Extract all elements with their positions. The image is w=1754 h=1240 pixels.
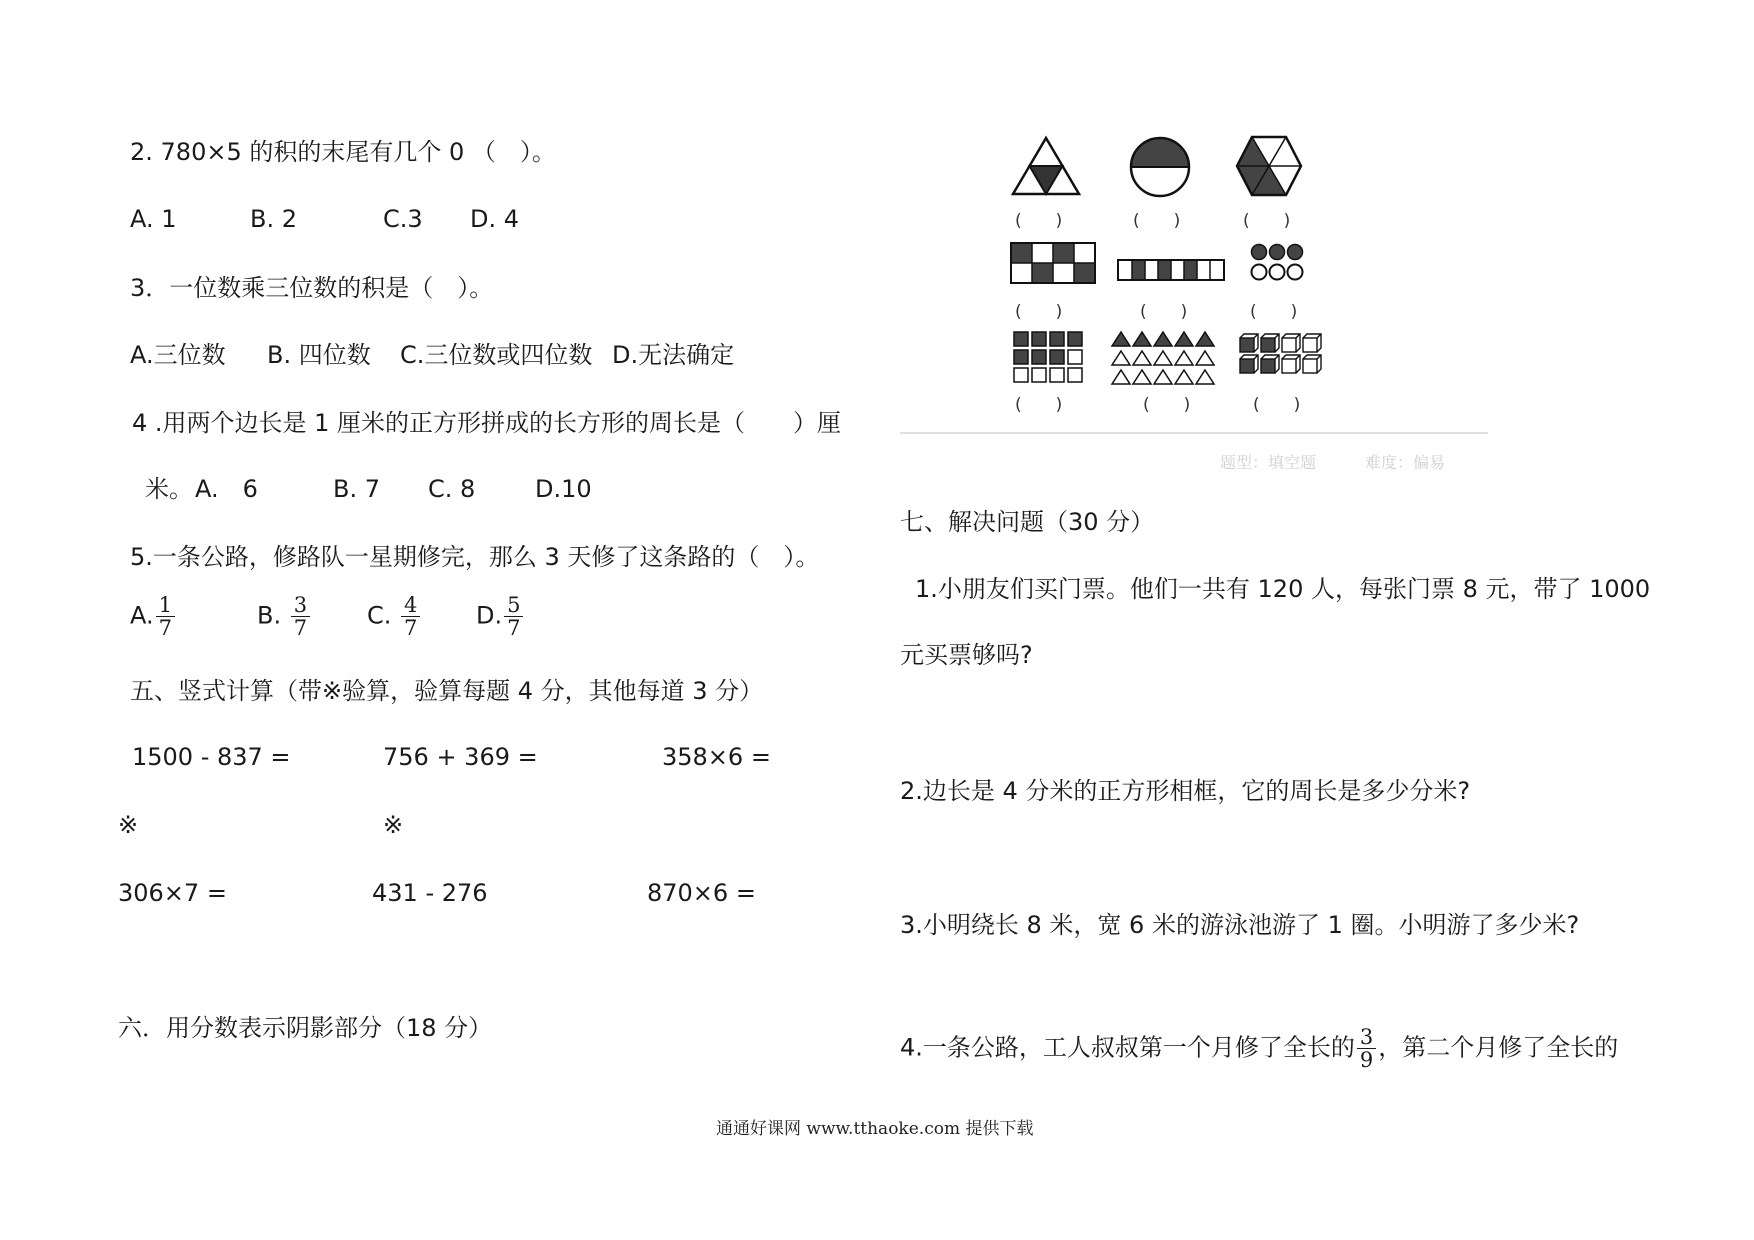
problem-1-line-2: 元买票够吗? bbox=[900, 641, 1033, 669]
check-mark-1: ※ bbox=[118, 811, 139, 839]
answer-blank-1: ( ) bbox=[1015, 211, 1063, 231]
answer-blank-6: ( ) bbox=[1250, 302, 1298, 322]
q3-option-b: B. 四位数 bbox=[267, 341, 371, 369]
q5-option-d: D. $\frac{5}{7}$ bbox=[476, 594, 525, 639]
calc-756-369: 756 + 369 = bbox=[383, 743, 538, 771]
q4-option-d: D.10 bbox=[535, 475, 592, 503]
answer-blank-8: ( ) bbox=[1143, 395, 1191, 415]
check-mark-2: ※ bbox=[383, 811, 404, 839]
question-type-label: 题型：填空题 bbox=[1220, 453, 1317, 472]
section-7-heading: 七、解决问题（30 分） bbox=[900, 508, 1155, 536]
q5-option-a: A. $\frac{1}{7}$ bbox=[130, 594, 177, 639]
question-4-line-2: 米。 bbox=[145, 475, 193, 503]
calc-1500-837: 1500 - 837 = bbox=[132, 743, 291, 771]
q2-option-b: B. 2 bbox=[250, 205, 297, 233]
problem-3: 3.小明绕长 8 米，宽 6 米的游泳池游了 1 圈。小明游了多少米? bbox=[900, 911, 1580, 939]
q5-option-c: C. $\frac{4}{7}$ bbox=[367, 594, 422, 639]
q3-option-c: C.三位数或四位数 bbox=[400, 341, 593, 369]
triangle-figure bbox=[1010, 135, 1082, 197]
question-4-line-1: 4 .用两个边长是 1 厘米的正方形拼成的长方形的周长是（ ）厘 bbox=[132, 409, 842, 437]
problem-1-line-1: 1.小朋友们买门票。他们一共有 120 人，每张门票 8 元，带了 1000 bbox=[915, 575, 1651, 603]
q3-option-d: D.无法确定 bbox=[612, 341, 735, 369]
calc-870x6: 870×6 = bbox=[647, 879, 756, 907]
q2-option-d: D. 4 bbox=[470, 205, 520, 233]
bar-strip-figure bbox=[1116, 257, 1226, 283]
q4-option-c: C. 8 bbox=[428, 475, 476, 503]
answer-blank-3: ( ) bbox=[1243, 211, 1291, 231]
squares-grid-figure bbox=[1012, 330, 1084, 384]
section-5-heading: 五、竖式计算（带※验算，验算每题 4 分，其他每道 3 分） bbox=[130, 677, 764, 705]
calc-358x6: 358×6 = bbox=[662, 743, 771, 771]
answer-blank-5: ( ) bbox=[1140, 302, 1188, 322]
answer-blank-9: ( ) bbox=[1253, 395, 1301, 415]
q2-option-c: C.3 bbox=[383, 205, 423, 233]
q4-option-b: B. 7 bbox=[333, 475, 380, 503]
section-6-heading: 六．用分数表示阴影部分（18 分） bbox=[118, 1014, 493, 1042]
triangles-grid-figure bbox=[1110, 330, 1216, 386]
circles-figure bbox=[1250, 242, 1306, 282]
hexagon-figure bbox=[1235, 135, 1303, 197]
figure-divider bbox=[900, 432, 1488, 434]
cubes-figure bbox=[1238, 332, 1328, 376]
footer-credit: 通通好课网 www.tthaoke.com 提供下载 bbox=[716, 1119, 1034, 1139]
grid-2x4-figure bbox=[1010, 242, 1098, 284]
q5-option-b: B. $\frac{3}{7}$ bbox=[257, 594, 312, 639]
circle-figure bbox=[1128, 135, 1192, 199]
answer-blank-4: ( ) bbox=[1015, 302, 1063, 322]
q4-option-a: A. 6 bbox=[195, 475, 258, 503]
q2-option-a: A. 1 bbox=[130, 205, 177, 233]
problem-4: 4.一条公路，工人叔叔第一个月修了全长的 $\frac{3}{9}$ ，第二个月修了全长的 bbox=[900, 1025, 1619, 1072]
difficulty-label: 难度：偏易 bbox=[1365, 453, 1446, 472]
calc-306x7: 306×7 = bbox=[118, 879, 227, 907]
q3-option-a: A.三位数 bbox=[130, 341, 226, 369]
question-2: 2. 780×5 的积的末尾有几个 0 （ ）。 bbox=[130, 138, 556, 166]
calc-431-276: 431 - 276 bbox=[372, 879, 488, 907]
answer-blank-7: ( ) bbox=[1015, 395, 1063, 415]
question-3: 3．一位数乘三位数的积是（ ）。 bbox=[130, 274, 494, 302]
answer-blank-2: ( ) bbox=[1133, 211, 1181, 231]
question-5: 5.一条公路，修路队一星期修完，那么 3 天修了这条路的（ ）。 bbox=[130, 543, 820, 571]
problem-2: 2.边长是 4 分米的正方形相框，它的周长是多少分米? bbox=[900, 777, 1471, 805]
